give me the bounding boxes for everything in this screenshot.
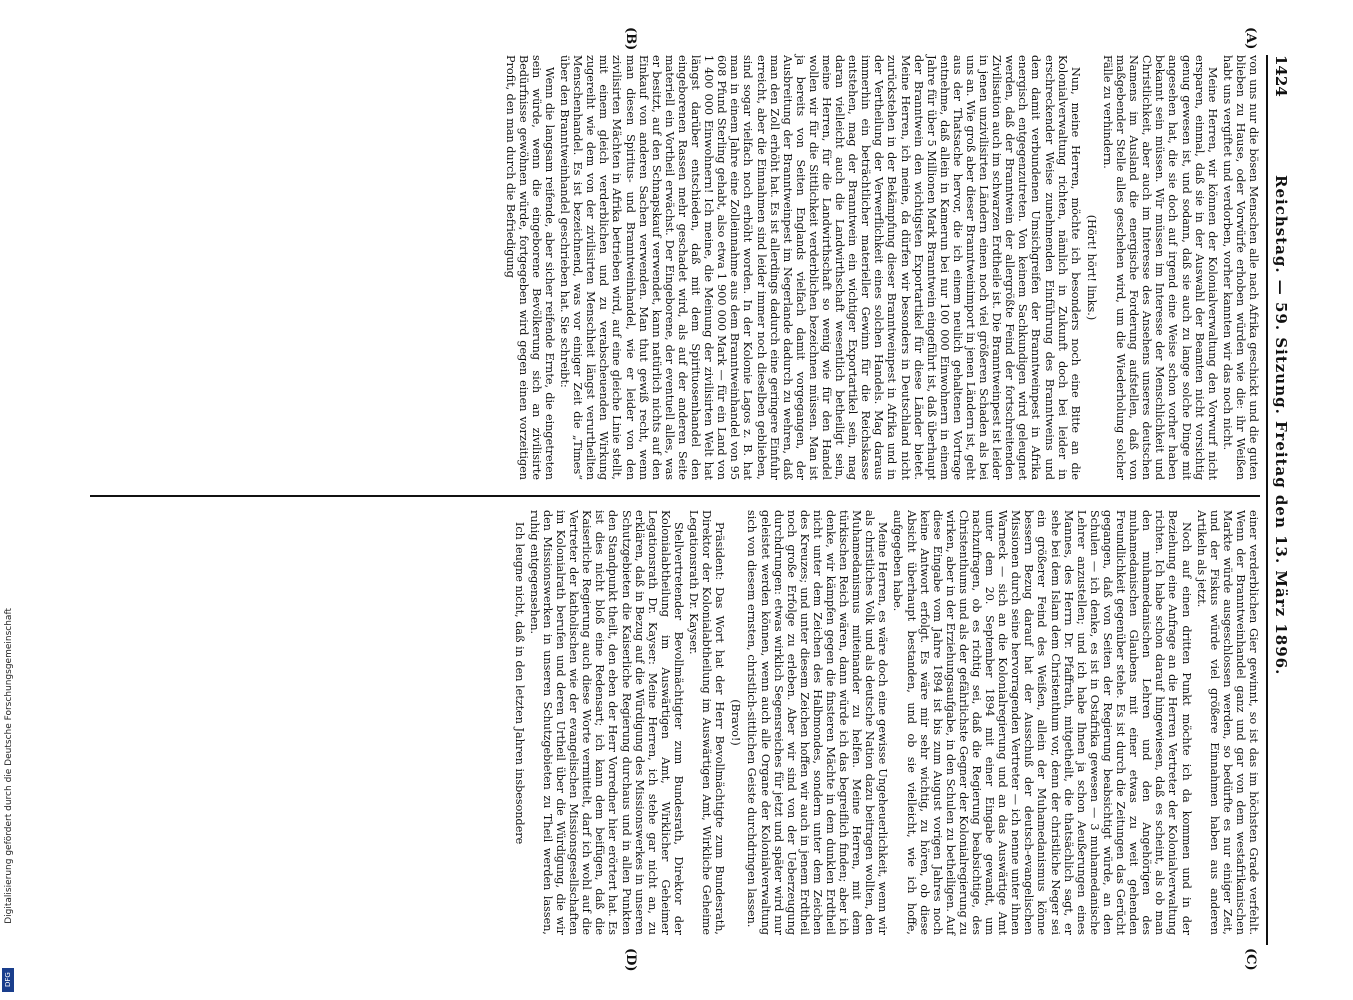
paragraph: Präsident: Das Wort hat der Herr Bevollmächtigte zum Bundesrath, Direktor der Kolonialabtheilung im Auswärtigen Amt, Wirkliche Geheime Legationsrath Dr. Kayser. — [687, 510, 727, 935]
margin-mark-c: (C) — [1243, 948, 1258, 971]
paragraph: Stellvertretender Bevollmächtigter zum Bundesrath, Direktor der Kolonialabtheilung im Auswärtigen Amt, Wirklicher Geheimer Legationsrath Dr. Kayser: Meine Herren, ich stehe gar nicht an, zu erklären, daß in Bezug auf die Würdigung des Missionswerkes in unseren Schutzgebieten die Kaiserliche Regierung durchaus und in allen Punkten den Standpunkt theilt, den eben der Herr Vorredner hier erörtert hat. Es ist dies nicht bloß eine Redensart; ich kann dem beifügen, daß die Kaiserliche Regierung auch diese Worte vermittelt, darf ich wohl auf die Vertreter der katholischen wie der evangelischen Missionsgesellschaften im Kolonialrath berufen und deren Urtheil über die Würdigung, die wir den Missionswerken in unseren Schutzgebieten zu Theil werden lassen, ruhig entgegensehen. — [527, 510, 685, 935]
interjection: (Bravo!) — [729, 699, 743, 746]
paragraph: Wenn die langsam reifende, aber sicher reifende Ernte, die eingetreten sein würde, wenn die eingeborene Bevölkerung sich an zivilisirte Bedürfnisse gewöhnen würde, fortgegeben wird gegen einen vorzeitigen Profit, den man durch die Befriedigung — [503, 55, 557, 480]
newspaper-page — [50, 27, 1290, 972]
right-column — [511, 510, 1260, 935]
paragraph: Nun, meine Herren, möchte ich besonders noch eine Bitte an die Kolonialverwaltung richten, nämlich in Zukunft doch bei leider in erschreckender Weise zunehmenden Einführung des Branntweins und dem damit verbundenen Umsichgreifen der Branntweinpest in Afrika energisch entgegenzutreten. Von keinem Sachkundigen wird geleugnet werden, daß der Branntwein der allergrößte Feind der fortschreitenden Zivilisation auch im schwarzen Erdtheile ist. Die Branntweinpest ist leider in jenen unzivilisirten Ländern einen noch viel größeren Schaden als bei uns an. Wie groß aber dieser Branntweinimport in jenen Ländern ist, geht aus der Thatsache hervor, die ich einem neulich gehaltenen Vortrage entnehme, daß allein in Kamerun bei nur 100 000 Einwohnern in einem Jahre für über 5 Millionen Mark Branntwein eingeführt ist, daß überhaupt der Branntwein den wichtigsten Exportartikel für diese Länder bietet. Meine Herren, ich meine, da dürfen wir besonders in Deutschland nicht zurückstehen in der Bekämpfung dieser Branntweinpest in Afrika und in der Vertheilung der Verwerflichkeit eines solchen Handels. Mag daraus immerhin ein beträchtlicher materieller Gewinn für die Reichskasse entstehen, mag der Branntwein ein wichtiger Exportartikel sein, mag daran vielleicht auch die Landwirthschaft wesentlich betheiligt sein, meine Herren, für die Landwirthschaft so wenig wie für den Handel wollen wir für die Sittlichkeit verderblichen bezeichnen müssen. Man ist ja bereits von Seiten Englands vielfach damit vorgegangen, der Ausbreitung der Branntweinpest im Negerlande dadurch zu wehren, daß man den Zoll erhöht hat. Es ist allerdings dadurch eine geringere Einfuhr erreicht, aber die Einnahmen sind leider immer noch dieselben geblieben, sind sogar vielfach noch erhöht worden. In der Kolonie Lagos z. B. hat man in einem Jahre eine Zolleinnahme aus dem Branntweinhandel von 95 608 Pfund Sterling gehabt, also etwa 1 900 000 Mark — für ein Land von 1 400 000 Einwohnern! Ich meine, die Meinung der zivilisirten Welt hat längst darüber entschieden, daß mit dem Spirituosenhandel den eingeborenen Rassen mehr geschadet wird, als auf der anderen Seite materiell ein Vortheil erwächst. Der Eingeborene, der eventuell alles, was er besitzt, auf den Schnapskauf verwendet, kann natürlich nichts auf den Einkauf von anderen Sachen verwenden. Man thut gewiß recht, wenn man diesen Spiritus- und Branntweinhandel, wie er leider von den zivilisirten Mächten in Afrika betrieben wird, auf eine gleiche Linie stellt, mit einem gleich verderblichen und zu verabscheuenden Wirkung zugereiht wie dem von der zivilisirten Menschheit längst verurtheilten Menschenhandel. Es ist bezeichnend, was vor einiger Zeit die „Times“ über den Branntweinhandel geschrieben hat. Sie schreibt: — [558, 55, 1082, 480]
margin-mark-a: (A) — [1243, 27, 1258, 50]
paragraph: Meine Herren, wir können der Kolonialverwaltung den Vorwurf nicht ersparen, einmal, daß sie in der Auswahl der Beamten nicht vorsichtig genug gewesen ist, und sodann, daß sie auch zu lange solche Dinge mit angesehen hat, die sie doch auf irgend eine Weise schon vorher haben bekannt sein müssen. Wir müssen im Interesse der Menschlichkeit und Christlichkeit, aber auch im Interesse des Ansehens unseres deutschen Namens im Ausland die energische Forderung aufstellen, daß von maßgebender Stelle alles geschehen wird, um die Wiederholung solcher Fälle zu verhindern. — [1100, 55, 1219, 480]
margin-mark-d: (D) — [623, 948, 638, 972]
digitization-credit: Digitalisierung gefördert durch die Deutsche Forschungsgemeinschaft — [4, 608, 14, 924]
header-rule — [1266, 55, 1268, 945]
session-title: Reichstag. — 59. Sitzung. Freitag den 13. März 1896. — [1272, 175, 1290, 676]
margin-mark-b: (B) — [623, 27, 638, 51]
quote-paragraph: einer verderblichen Gier gewinnt, so ist das im höchsten Grade verfehlt. Wenn der Branntweinhandel ganz und gar von dem westafrikanischen Markte würde ausgeschlossen werden, so bedürfte es nur einiger Zeit, und der Fiskus würde viel größere Einnahmen haben aus anderen Artikeln als jetzt. — [1194, 510, 1260, 935]
paragraph: Ich leugne nicht, daß in den letzten Jahren insbesondere — [512, 522, 526, 845]
column-divider — [90, 495, 1260, 497]
paragraph: Meine Herren, es wäre doch eine gewisse Ungeheuerlichkeit, wenn wir als christliches Volk und als deutsche Nation dazu beitragen wollten, den Muhamedanismus miteinander zu helfen. Meine Herren, mit dem türkischen Reich wären, dann würde ich das begreiflich finden; aber ich denke, wir kämpfen gegen die finsteren Mächte in dem dunklen Erdtheil nicht unter dem Zeichen des Halbmondes, sondern unter dem Zeichen des Kreuzes; und unter diesem Zeichen hoffen wir auch in jenem Erdtheil noch große Erfolge zu erleben. Aber wir sind von der Ueberzeugung durchdrungen: etwas wirklich Segensreiches für jetzt und später wird nur geleistet werden können, wenn auch alle Organe der Kolonialverwaltung sich von diesem ernsten, christlich-sittlichen Geiste durchdringen lassen. — [745, 510, 890, 935]
paragraph: von uns nur die bösen Menschen alle nach Afrika geschickt und die guten blieben zu Hause, oder Vorwürfe erhoben würden wie die: ihr Weißen habt uns vergiftet und verdorben, vorher kannten wir das noch nicht. — [1220, 55, 1260, 480]
page-number: 1424 — [1272, 55, 1290, 97]
paragraph: Noch auf einen dritten Punkt möchte ich da kommen und in der Beziehung eine Anfrage an die Herren Vertreter der Kolonialverwaltung richten. Ich habe schon darauf hingewiesen, daß es scheint, als ob man den muhamedanischen Lehren und den Angehörigen des muhamedanischen Glaubens mit einer etwas zu weit gehenden Freundlichkeit gegenüber stehe. Es ist durch die Zeitungen das Gerücht gegangen, daß von Seiten der Regierung beabsichtigt würde, an den Schulen — ich denke, es ist in Ostafrika gewesen — 3 muhamedanische Lehrer anzustellen; und ich habe Ihnen ja schon Aeußerungen eines Mannes, des Herrn Dr. Pfaffrath, mitgetheilt, die thatsächlich sagt, er sehe bei dem Islam dem Christenthum vor, denn der christliche Neger sei ein größerer Feind des Weißen, allein der Muhamedanismus könne bessern Bezug darauf hat der Ausschuß der deutsch-evangelischen Missionen durch seine hervorragenden Vertreter — ich nenne unter ihnen Warneck — sich an die Kolonialregierung und an das Auswärtige Amt unter dem 20. September 1894 mit einer Eingabe gewandt, um nachzufragen, ob es richtig sei, daß die Regierung beabsichtige, des Christenthums und als der gefährlichste Gegner der Kolonialregierung zu wirken, aber in der Erziehungsaufgabe, in den Schulen zu betheiligen. Auf diese Eingabe vom Jahre 1894 ist bis zum August vorigen Jahres noch keine Antwort erfolgt. Es wäre mir sehr wichtig, zu hören, ob diese Absicht überhaupt bestanden, und ob sie vielleicht, wie ich hoffe, aufgegeben habe. — [891, 510, 1193, 935]
left-column — [502, 55, 1260, 480]
page-header — [1266, 55, 1290, 945]
interjection: (Hört! hört! links.) — [1084, 214, 1098, 321]
dfg-logo: DFG — [2, 968, 14, 992]
